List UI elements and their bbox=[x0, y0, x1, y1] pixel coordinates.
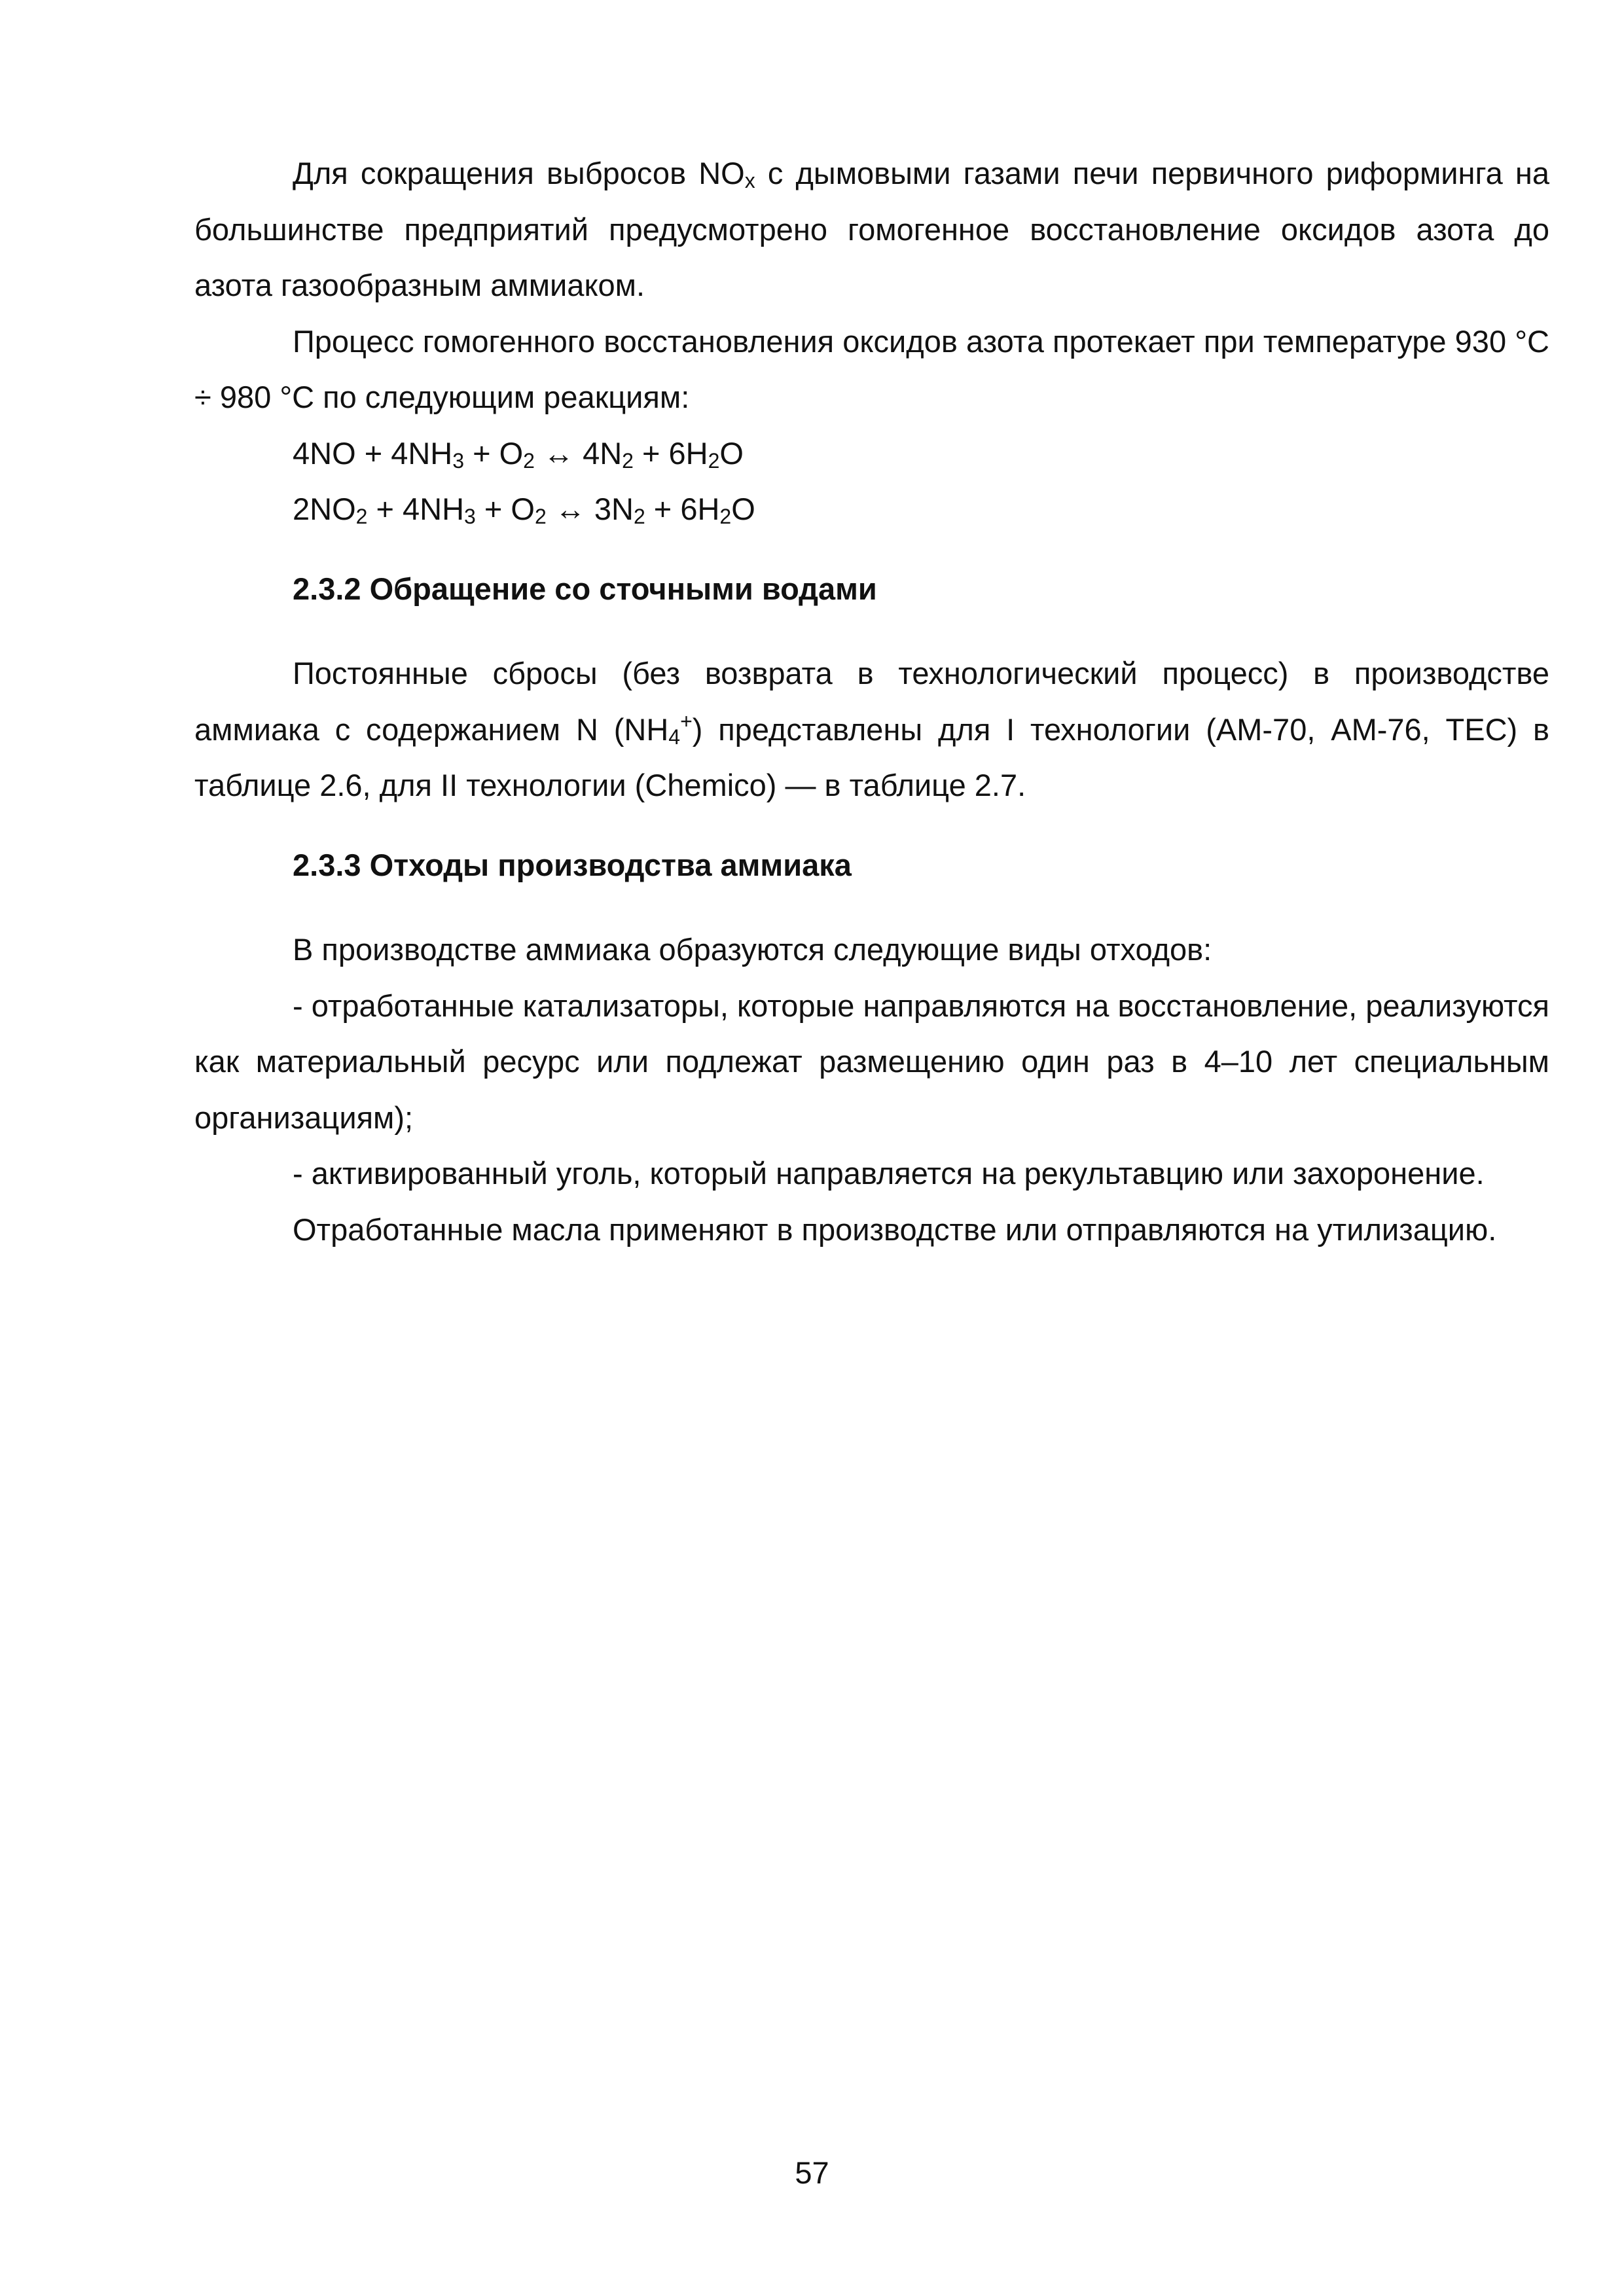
list-item-catalysts: - отработанные катализаторы, которые направляются на восстановление, реализуются как материальный ресурс или подлежат размещению один раз в 4–10 лет специальным организациям); bbox=[194, 988, 1549, 1135]
page-number: 57 bbox=[795, 2155, 829, 2190]
document-body bbox=[194, 145, 1549, 1257]
equation-reaction-1: 4NO + 4NH3 + O2 ↔ 4N2 + 6H2O bbox=[293, 435, 744, 473]
paragraph-wastewater: Постоянные сбросы (без возврата в технологический процесс) в производстве аммиака с содержанием N (NH4+) представлены для I технологии (АМ-70, АМ-76, ТЕС) в таблице 2.6, для II технологии (Chemico) — в таблице 2.7. bbox=[194, 656, 1549, 802]
section-heading-wastewater: 2.3.2 Обращение со сточными водами bbox=[293, 571, 877, 606]
section-heading-waste: 2.3.3 Отходы производства аммиака bbox=[293, 847, 852, 882]
paragraph-process-temperature: Процесс гомогенного восстановления оксидов азота протекает при температуре 930 °C ÷ 980 °C по следующим реакциям: bbox=[194, 323, 1549, 414]
subscript-x: x bbox=[744, 169, 755, 192]
equation-reaction-2: 2NO2 + 4NH3 + O2 ↔ 3N2 + 6H2O bbox=[293, 492, 755, 528]
paragraph-waste-types: В производстве аммиака образуются следующие виды отходов: bbox=[293, 932, 1212, 967]
list-item-activated-carbon: - активированный уголь, который направляется на рекультавцию или захоронение. bbox=[293, 1156, 1485, 1191]
paragraph-nox-reduction: Для сокращения выбросов NOx с дымовыми газами печи первичного риформинга на большинстве предприятий предусмотрено гомогенное восстановление оксидов азота до азота газообразным аммиаком. bbox=[194, 156, 1549, 302]
paragraph-used-oils: Отработанные масла применяют в производстве или отправляются на утилизацию. bbox=[293, 1211, 1497, 1247]
